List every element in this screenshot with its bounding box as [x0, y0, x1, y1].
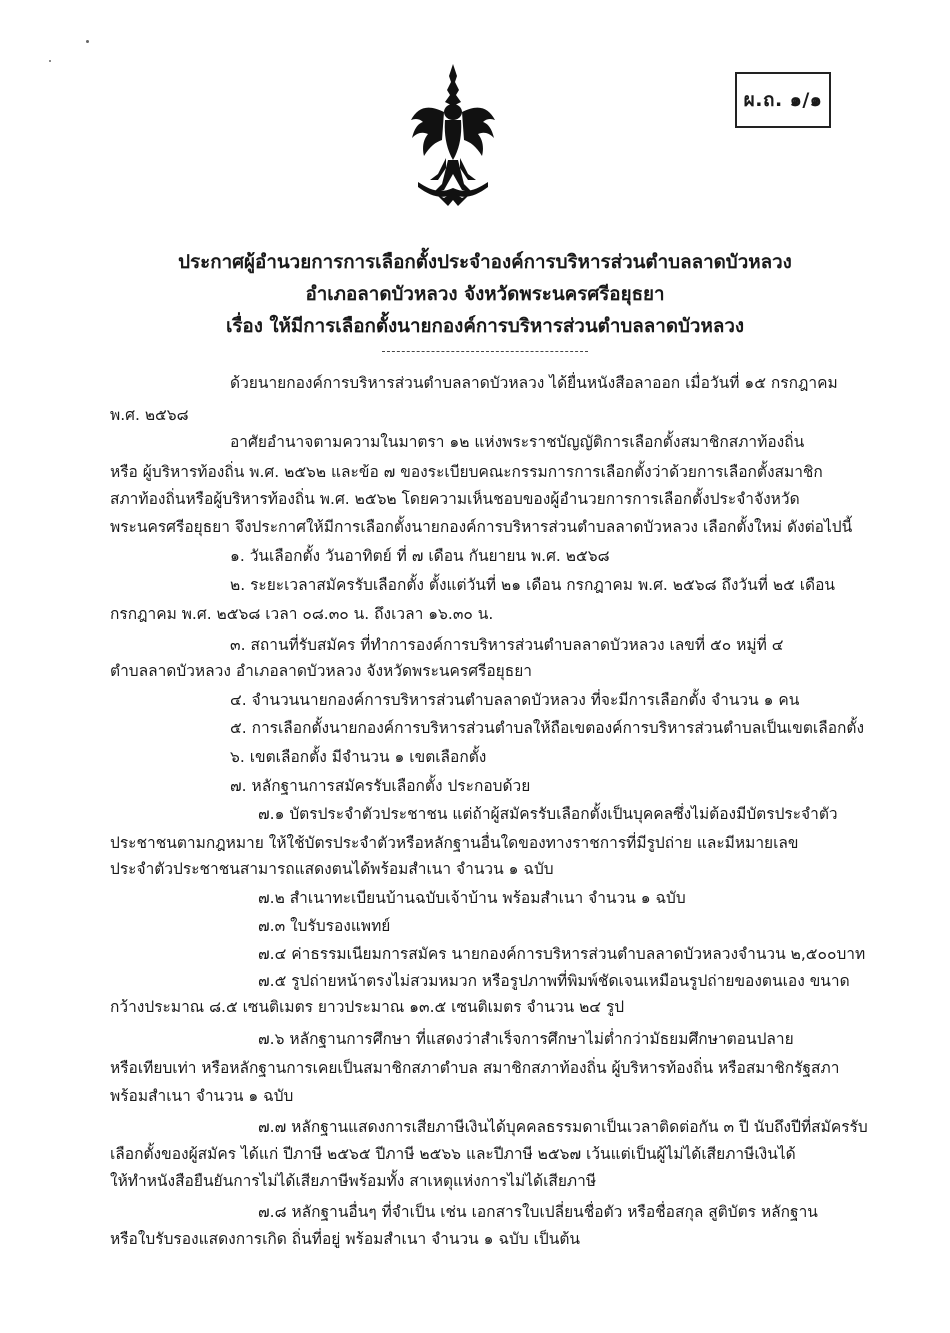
heading-line-3: เรื่อง ให้มีการเลือกตั้งนายกองค์การบริหารส่วนตำบลลาดบัวหลวง [225, 316, 745, 337]
sub-item: ๗.๒ สำเนาทะเบียนบ้านฉบับเจ้าบ้าน พร้อมสำเนา จำนวน ๑ ฉบับ [258, 889, 686, 907]
list-item-continuation: ตำบลลาดบัวหลวง อำเภอลาดบัวหลวง จังหวัดพระนครศรีอยุธยา [110, 662, 532, 680]
paragraph-line: อาศัยอำนาจตามความในมาตรา ๑๒ แห่งพระราชบัญญัติการเลือกตั้งสมาชิกสภาท้องถิ่น [230, 433, 805, 451]
sub-item: ๗.๕ รูปถ่ายหน้าตรงไม่สวมหมวก หรือรูปภาพที่พิมพ์ชัดเจนเหมือนรูปถ่ายของตนเอง ขนาด [258, 972, 850, 990]
list-item: ๑. วันเลือกตั้ง วันอาทิตย์ ที่ ๗ เดือน กันยายน พ.ศ. ๒๕๖๘ [230, 547, 610, 565]
paragraph-line: พ.ศ. ๒๕๖๘ [110, 406, 189, 424]
sub-item: ๗.๔ ค่าธรรมเนียมการสมัคร นายกองค์การบริหารส่วนตำบลลาดบัวหลวงจำนวน ๒,๕๐๐บาท [258, 945, 866, 963]
announcement-heading [60, 247, 910, 343]
paragraph-line: สภาท้องถิ่นหรือผู้บริหารท้องถิ่น พ.ศ. ๒๕๖๒ โดยความเห็นชอบของผู้อำนวยการการเลือกตั้งประจำจังหวัด [110, 490, 800, 508]
sub-item-continuation: เลือกตั้งของผู้สมัคร ได้แก่ ปีภาษี ๒๕๖๕ ปีภาษี ๒๕๖๖ และปีภาษี ๒๕๖๗ เว้นแต่เป็นผู้ไม่ได้เสียภาษีเงินได้ [110, 1145, 796, 1163]
paragraph-line: ด้วยนายกองค์การบริหารส่วนตำบลลาดบัวหลวง ได้ยื่นหนังสือลาออก เมื่อวันที่ ๑๕ กรกฎาคม [230, 374, 838, 392]
sub-item: ๗.๖ หลักฐานการศึกษา ที่แสดงว่าสำเร็จการศึกษาไม่ต่ำกว่ามัธยมศึกษาตอนปลาย [258, 1030, 794, 1048]
sub-item-continuation: หรือใบรับรองแสดงการเกิด ถิ่นที่อยู่ พร้อมสำเนา จำนวน ๑ ฉบับ เป็นต้น [110, 1230, 581, 1248]
sub-item-continuation: ประจำตัวประชาชนสามารถแสดงตนได้พร้อมสำเนา จำนวน ๑ ฉบับ [110, 860, 554, 878]
sub-item: ๗.๗ หลักฐานแสดงการเสียภาษีเงินได้บุคคลธรรมดาเป็นเวลาติดต่อกัน ๓ ปี นับถึงปีที่สมัครรับ [258, 1118, 868, 1136]
list-item-continuation: กรกฎาคม พ.ศ. ๒๕๖๘ เวลา ๐๘.๓๐ น. ถึงเวลา ๑๖.๓๐ น. [110, 605, 494, 623]
list-item: ๔. จำนวนนายกองค์การบริหารส่วนตำบลลาดบัวหลวง ที่จะมีการเลือกตั้ง จำนวน ๑ คน [230, 691, 800, 709]
heading-line-1: ประกาศผู้อำนวยการการเลือกตั้งประจำองค์การบริหารส่วนตำบลลาดบัวหลวง [178, 252, 792, 273]
sub-item-continuation: ประชาชนตามกฎหมาย ให้ใช้บัตรประจำตัวหรือหลักฐานอื่นใดของทางราชการที่มีรูปถ่าย และมีหมายเลข [110, 834, 799, 852]
sub-item-continuation: กว้างประมาณ ๘.๕ เซนติเมตร ยาวประมาณ ๑๓.๕ เซนติเมตร จำนวน ๒๔ รูป [110, 998, 625, 1016]
list-item: ๖. เขตเลือกตั้ง มีจำนวน ๑ เขตเลือกตั้ง [230, 748, 487, 766]
scan-speck [86, 40, 89, 43]
sub-item-continuation: พร้อมสำเนา จำนวน ๑ ฉบับ [110, 1087, 294, 1105]
sub-item: ๗.๘ หลักฐานอื่นๆ ที่จำเป็น เช่น เอกสารใบเปลี่ยนชื่อตัว หรือชื่อสกุล สูติบัตร หลักฐาน [258, 1203, 818, 1221]
sub-item-continuation: หรือเทียบเท่า หรือหลักฐานการเคยเป็นสมาชิกสภาตำบล สมาชิกสภาท้องถิ่น ผู้บริหารท้องถิ่น หรือสมาชิกรัฐสภา [110, 1059, 840, 1077]
scan-speck [49, 60, 51, 62]
paragraph-line: พระนครศรีอยุธยา จึงประกาศให้มีการเลือกตั้งนายกองค์การบริหารส่วนตำบลลาดบัวหลวง เลือกตั้งใหม่ ดังต่อไปนี้ [110, 518, 853, 536]
form-code-box: ผ.ถ. ๑/๑ [735, 72, 831, 128]
list-item: ๓. สถานที่รับสมัคร ที่ทำการองค์การบริหารส่วนตำบลลาดบัวหลวง เลขที่ ๕๐ หมู่ที่ ๔ [230, 636, 784, 654]
list-item: ๕. การเลือกตั้งนายกองค์การบริหารส่วนตำบลให้ถือเขตองค์การบริหารส่วนตำบลเป็นเขตเลือกตั้ง [230, 719, 865, 737]
list-item: ๒. ระยะเวลาสมัครรับเลือกตั้ง ตั้งแต่วันที่ ๒๑ เดือน กรกฎาคม พ.ศ. ๒๕๖๘ ถึงวันที่ ๒๕ เดือน [230, 576, 835, 594]
garuda-emblem-icon [408, 62, 498, 208]
sub-item: ๗.๓ ใบรับรองแพทย์ [258, 917, 391, 935]
paragraph-line: หรือ ผู้บริหารท้องถิ่น พ.ศ. ๒๕๖๒ และข้อ ๗ ของระเบียบคณะกรรมการการเลือกตั้งว่าด้วยการเลือกตั้งสมาชิก [110, 463, 823, 481]
sub-item-continuation: ให้ทำหนังสือยืนยันการไม่ได้เสียภาษีพร้อมทั้ง สาเหตุแห่งการไม่ได้เสียภาษี [110, 1172, 597, 1190]
sub-item: ๗.๑ บัตรประจำตัวประชาชน แต่ถ้าผู้สมัครรับเลือกตั้งเป็นบุคคลซึ่งไม่ต้องมีบัตรประจำตัว [258, 805, 838, 823]
heading-line-2: อำเภอลาดบัวหลวง จังหวัดพระนครศรีอยุธยา [305, 284, 665, 305]
heading-separator [382, 351, 588, 352]
list-item: ๗. หลักฐานการสมัครรับเลือกตั้ง ประกอบด้วย [230, 777, 531, 795]
